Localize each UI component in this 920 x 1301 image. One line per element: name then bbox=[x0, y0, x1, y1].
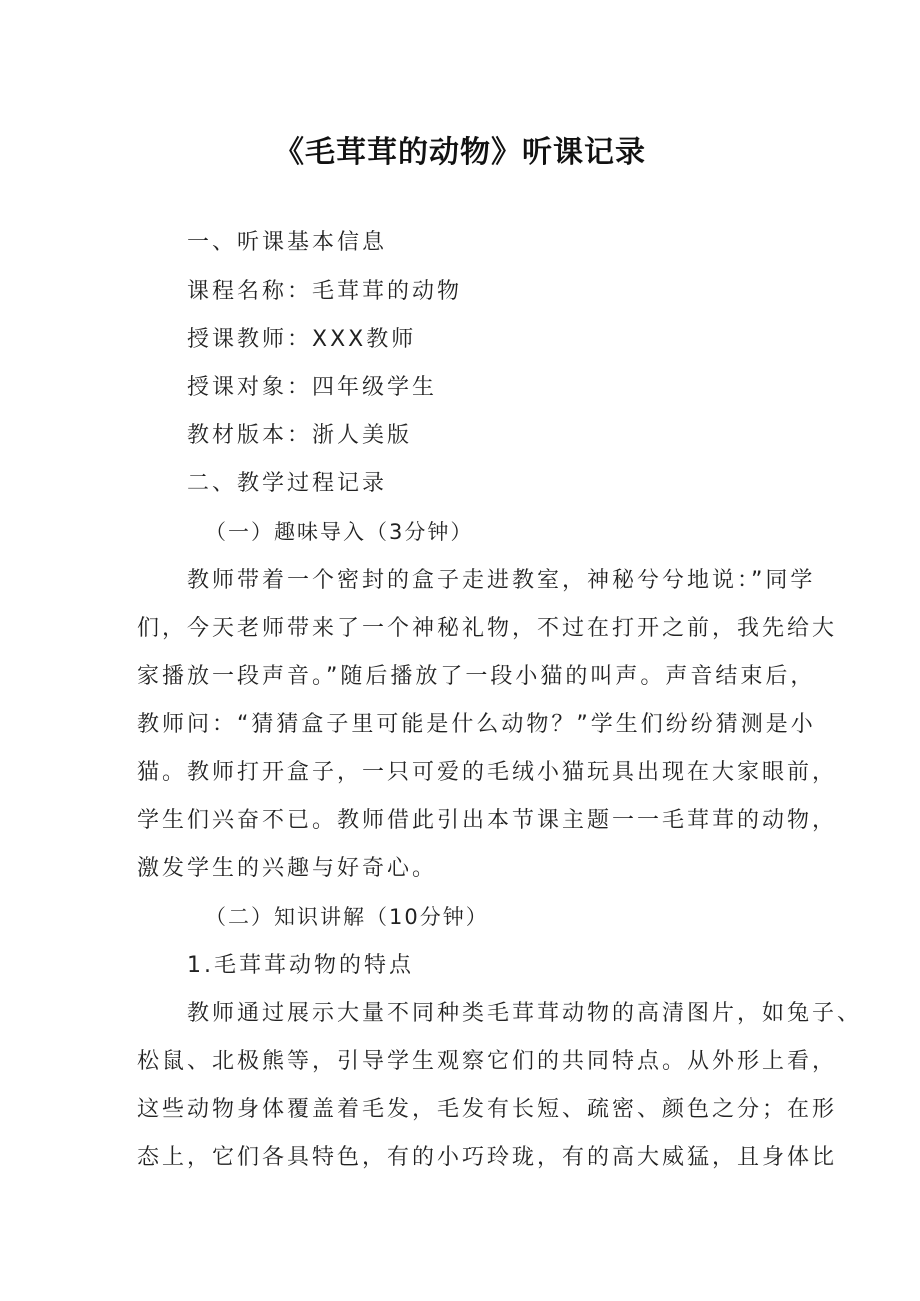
paragraph-line: 家播放一段声音。”随后播放了一段小猫的叫声。声音结束后， bbox=[137, 664, 816, 689]
paragraph-line: 学生们兴奋不已。教师借此引出本节课主题一一毛茸茸的动物， bbox=[137, 808, 838, 833]
paragraph-line: 们，今天老师带来了一个神秘礼物，不过在打开之前，我先给大 bbox=[137, 616, 838, 641]
info-audience: 授课对象：四年级学生 bbox=[187, 375, 438, 400]
paragraph-line: 教师通过展示大量不同种类毛茸茸动物的高清图片，如兔子、 bbox=[187, 1001, 863, 1026]
paragraph-line: 激发学生的兴趣与好奇心。 bbox=[137, 856, 438, 881]
paragraph-line: 态上，它们各具特色，有的小巧玲珑，有的高大威猛，且身体比 bbox=[137, 1145, 838, 1170]
info-teacher: 授课教师：XXX教师 bbox=[187, 327, 417, 352]
info-textbook: 教材版本：浙人美版 bbox=[187, 423, 413, 448]
paragraph-line: 猫。教师打开盒子，一只可爱的毛绒小猫玩具出现在大家眼前， bbox=[137, 760, 838, 785]
paragraph-line: 教师问：“猜猜盒子里可能是什么动物？”学生们纷纷猜测是小 bbox=[137, 712, 816, 737]
section-heading-process: 二、教学过程记录 bbox=[187, 471, 388, 496]
document-title: 《毛茸茸的动物》听课记录 bbox=[274, 135, 646, 170]
paragraph-line: 这些动物身体覆盖着毛发，毛发有长短、疏密、颜色之分；在形 bbox=[137, 1097, 838, 1122]
info-course-name: 课程名称：毛茸茸的动物 bbox=[187, 279, 463, 304]
section-heading-basic-info: 一、听课基本信息 bbox=[187, 230, 388, 255]
part1-heading: （一）趣味导入（3分钟） bbox=[205, 520, 474, 544]
paragraph-line: 教师带着一个密封的盒子走进教室，神秘兮兮地说：”同学 bbox=[187, 568, 816, 593]
paragraph-line: 松鼠、北极熊等，引导学生观察它们的共同特点。从外形上看， bbox=[137, 1049, 838, 1074]
part2-subheading: 1.毛茸茸动物的特点 bbox=[187, 953, 414, 978]
part2-heading: （二）知识讲解（10分钟） bbox=[205, 905, 489, 929]
